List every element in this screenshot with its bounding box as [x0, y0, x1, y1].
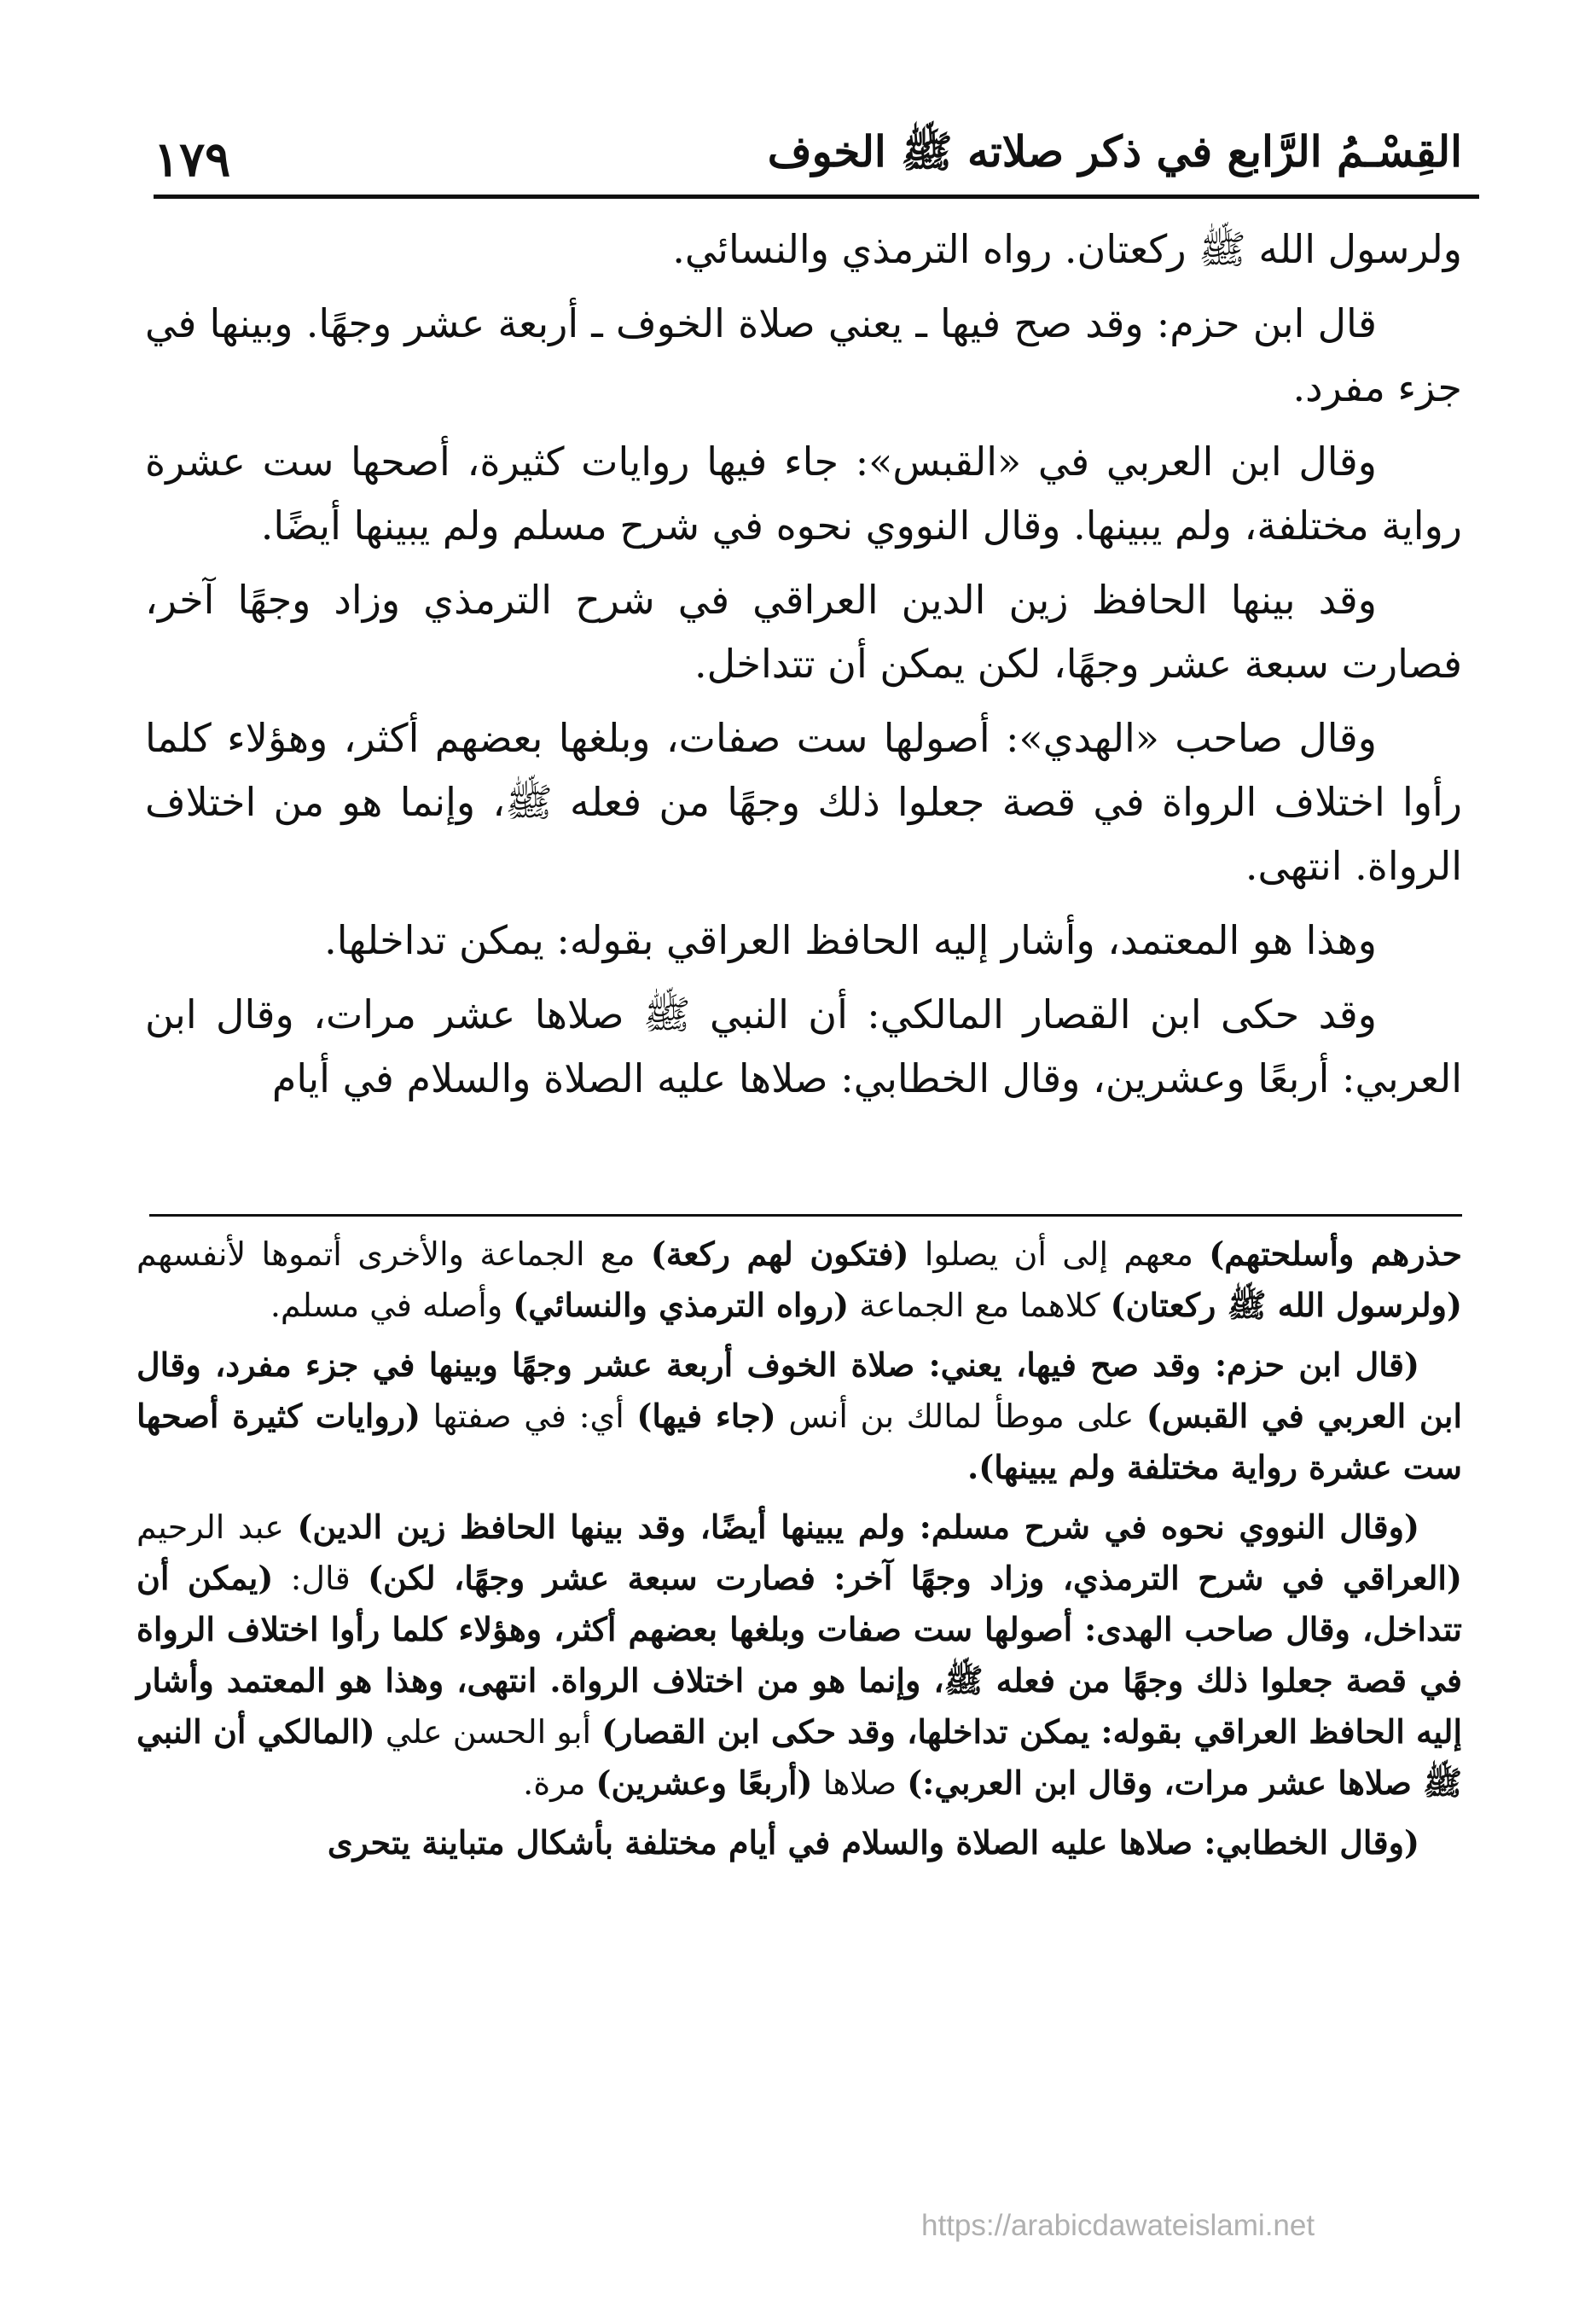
- chapter-header-title: القِسْـمُ الرَّابع في ذكر صلاته ﷺ الخوف: [767, 126, 1462, 177]
- footnote-paragraph-2: [136, 1339, 1462, 1493]
- commentary-text: معهم إلى أن يصلوا: [908, 1235, 1210, 1273]
- footnote-divider: [149, 1214, 1462, 1217]
- commentary-text: أي: في صفتها: [421, 1397, 637, 1435]
- main-paragraph-7: وقد حكى ابن القصار المالكي: أن النبي ﷺ صلاها عشر مرات، وقال ابن العربي: أربعًا وعشرين، وقال الخطابي: صلاها عليه الصلاة والسلام في أيام: [145, 991, 1462, 1101]
- main-paragraph-1: ولرسول الله ﷺ ركعتان. رواه الترمذي والنسائي.: [672, 226, 1462, 272]
- commentary-text: عبد الرحيم: [136, 1508, 298, 1546]
- quoted-text: حذرهم وأسلحتهم): [1209, 1235, 1462, 1273]
- quoted-text: (وقال الخطابي: صلاها عليه الصلاة والسلام في أيام مختلفة بأشكال متباينة يتحرى: [327, 1823, 1419, 1862]
- commentary-text: قال:: [273, 1560, 369, 1597]
- quoted-text: (العراقي في شرح الترمذي، وزاد وجهًا آخر: فصارت سبعة عشر وجهًا، لكن): [368, 1559, 1462, 1597]
- watermark-url: https://arabicdawateislami.net: [921, 2209, 1315, 2242]
- quoted-text: (فتكون لهم ركعة): [650, 1235, 909, 1273]
- quoted-text: (المالكي أن النبي ﷺ صلاها عشر مرات، وقال ابن العربي:): [136, 1712, 1462, 1802]
- commentary-text: وأصله في مسلم.: [270, 1287, 514, 1324]
- footnote-commentary: [136, 1229, 1462, 1877]
- footnote-paragraph-3: [136, 1502, 1462, 1809]
- quoted-text: (رواه الترمذي والنسائي): [513, 1286, 850, 1324]
- quoted-text: (جاء فيها): [636, 1397, 776, 1435]
- commentary-text: مع الجماعة والأخرى أتموها لأنفسهم: [136, 1235, 651, 1273]
- main-paragraph-3: وقال ابن العربي في «القبس»: جاء فيها روايات كثيرة، أصحها ست عشرة رواية مختلفة، ولم يبينها. وقال النووي نحوه في شرح مسلم ولم يبينها أيضًا.: [145, 439, 1462, 549]
- footnote-paragraph-4: [136, 1817, 1462, 1868]
- quoted-text: (قال ابن حزم: وقد صح فيها، يعني: صلاة الخوف أربعة عشر وجهًا وبينها في جزء مفرد، وقال ابن العربي في القبس): [136, 1345, 1462, 1435]
- commentary-text: كلاهما مع الجماعة: [849, 1287, 1111, 1324]
- main-paragraph-5: وقال صاحب «الهدي»: أصولها ست صفات، وبلغها بعضهم أكثر، وهؤلاء كلما رأوا اختلاف الرواة في قصة جعلوا ذلك وجهًا من فعله ﷺ، وإنما هو من اختلاف الرواة. انتهى.: [145, 715, 1462, 889]
- quoted-text: (وقال النووي نحوه في شرح مسلم: ولم يبينها أيضًا، وقد بينها الحافظ زين الدين): [297, 1508, 1419, 1546]
- quoted-text: (روايات كثيرة أصحها ست عشرة رواية مختلفة ولم يبينها).: [136, 1397, 1462, 1486]
- main-paragraph-6: وهذا هو المعتمد، وأشار إليه الحافظ العراقي بقوله: يمكن تداخلها.: [324, 917, 1377, 963]
- quoted-text: (يمكن أن تتداخل، وقال صاحب الهدى: أصولها ست صفات وبلغها بعضهم أكثر، وهؤلاء كلما رأوا اختلاف الرواة في قصة جعلوا ذلك وجهًا من فعله ﷺ، وإنما هو من اختلاف الرواة. انتهى، وهذا هو المعتمد وأشار إليه الحافظ العراقي بقوله: يمكن تداخلها، وقد حكى ابن القصار): [136, 1559, 1462, 1751]
- footnote-paragraph-1: [136, 1229, 1462, 1331]
- main-text: [145, 218, 1462, 1121]
- page-number: ١٧٩: [154, 131, 231, 188]
- commentary-text: مرة.: [523, 1764, 596, 1802]
- commentary-text: صلاها: [812, 1764, 908, 1802]
- commentary-text: على موطأ لمالك بن أنس: [775, 1397, 1146, 1435]
- quoted-text: (أربعًا وعشرين): [595, 1763, 813, 1802]
- quoted-text: (ولرسول الله ﷺ ركعتان): [1110, 1286, 1462, 1324]
- header-rule: [154, 195, 1479, 199]
- running-header: [154, 119, 1462, 188]
- main-paragraph-4: وقد بينها الحافظ زين الدين العراقي في شرح الترمذي وزاد وجهًا آخر، فصارت سبعة عشر وجهًا، لكن يمكن أن تتداخل.: [145, 577, 1462, 687]
- commentary-text: أبو الحسن علي: [374, 1713, 602, 1751]
- main-paragraph-2: قال ابن حزم: وقد صح فيها ـ يعني صلاة الخوف ـ أربعة عشر وجهًا. وبينها في جزء مفرد.: [145, 300, 1462, 410]
